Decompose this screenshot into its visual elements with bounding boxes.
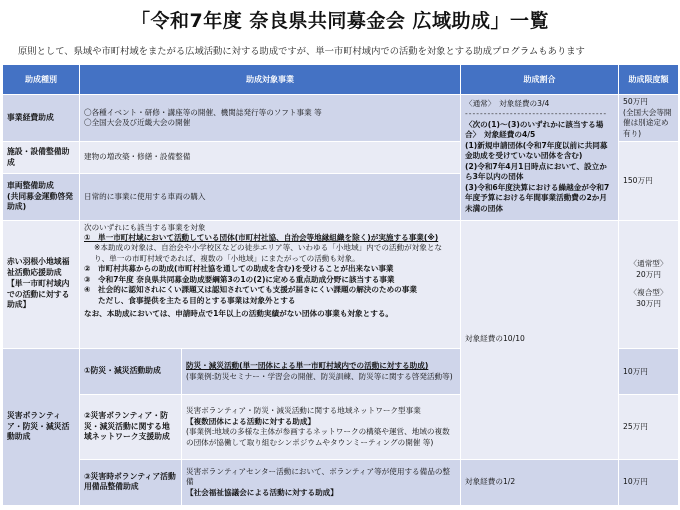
target-facility: 建物の増改築・修繕・設備整備 — [80, 142, 461, 174]
limit-event: 50万円 (全国大会等開催は別途定め有り) — [619, 95, 679, 142]
rate-special: 〈次の(1)～(3)のいずれかに該当する場合〉 対象経費の4/5 — [465, 119, 604, 140]
limit-disaster-prevention: 10万円 — [619, 349, 679, 395]
disaster-network-text-3: (事業例:地域の多様な主体が参画するネットワークの構築や運営、地域の複数の団体が協働して取り組むシンポジウムやタウンミーティングの開催 等) — [186, 427, 450, 447]
target-disaster-network — [182, 395, 461, 459]
target-vehicle: 日常的に事業に使用する車両の購入 — [80, 174, 461, 220]
small-area-line-5: ④ 社会的に認知されにくい課題又は認知されていても支援が届きにくい課題の解決のための事業 — [84, 285, 417, 295]
disaster-network-text-1: 災害ボランティア・防災・減災活動に関する地域ネットワーク型事業 — [186, 406, 421, 416]
page-title: 「令和7年度 奈良県共同募金会 広域助成」一覧 — [131, 10, 549, 32]
small-area-line-1-text: ① 単一市町村域において活動している団体(市町村社協、自治会等地縁組織を除く)が実施する事業(※) — [84, 232, 439, 242]
type-small-area — [3, 220, 80, 349]
target-event — [80, 95, 461, 142]
small-area-line-4: ③ 令和7年度 奈良県共同募金助成要綱第3の1の(2)に定める重点助成分野に該当する事業 — [84, 274, 395, 284]
small-area-line-2: ※本助成の対象は、自治会や小学校区などの徒歩エリア等、いわゆる「小地域」内での活動が対象となり、単一の市町村域であれば、複数の「小地域」にまたがっての活動も対象。 — [94, 243, 443, 263]
sub-disaster-network: ②災害ボランティア・防災・減災活動に関する地域ネットワーク支援助成 — [80, 395, 182, 459]
table-header-row — [3, 65, 679, 95]
small-area-line-7: なお、本助成においては、申請時点で1年以上の活動実績がない団体の事業も対象とする。 — [84, 309, 394, 319]
rate-normal: 〈通常〉 対象経費の3/4 — [465, 99, 550, 108]
rate-half: 対象経費の1/2 — [461, 459, 619, 505]
limit-disaster-equipment: 10万円 — [619, 459, 679, 505]
rate-condition-3: (3)令和6年度決算における繰越金が令和7年度予算における年間事業活動費の2か月未満の団体 — [465, 182, 610, 213]
limit-normal-type: 〈通常型〉 — [629, 259, 668, 269]
limit-disaster-network: 25万円 — [619, 395, 679, 459]
header-limit: 助成限度額 — [619, 65, 679, 95]
rate-standard — [461, 95, 619, 221]
limit-composite-type: 〈複合型〉 — [629, 288, 668, 298]
table-row — [3, 220, 679, 349]
rate-divider: -------------------------------------- — [465, 109, 608, 119]
target-event-line-1: 〇各種イベント・研修・講座等の開催、機関誌発行等のソフト事業 等 — [84, 107, 322, 117]
target-small-area — [80, 220, 461, 349]
rate-condition-2: (2)令和7年4月1日時点において、設立から3年以内の団体 — [465, 161, 607, 182]
disaster-equipment-text-2: 【社会福祉協議会による活動に対する助成】 — [186, 487, 338, 497]
table-row — [3, 459, 679, 505]
limit-facility-vehicle: 150万円 — [619, 142, 679, 220]
small-area-line-0: 次のいずれにも該当する事業を対象 — [84, 222, 206, 232]
header-target: 助成対象事業 — [80, 65, 461, 95]
limit-normal-amount: 20万円 — [636, 269, 661, 279]
sub-disaster-equipment: ③災害時ボランティア活動用備品整備助成 — [80, 459, 182, 505]
type-small-area-sub: 【単一市町村域内での活動に対する助成】 — [7, 278, 70, 310]
type-vehicle: 車両整備助成 (共同募金運動啓発助成) — [3, 174, 80, 220]
small-area-line-6: ただし、食事提供を主たる目的とする事業は対象外とする — [98, 295, 296, 305]
limit-small-area — [619, 220, 679, 349]
small-area-line-1 — [84, 233, 456, 243]
rate-condition-1: (1)新規申請団体(令和7年度以前に共同募金助成を受けていない団体を含む) — [465, 140, 608, 161]
disaster-prevention-text-1: 防災・減災活動(単一団体による単一市町村域内での活動に対する助成) — [186, 361, 429, 371]
limit-composite-amount: 30万円 — [636, 298, 661, 308]
type-facility: 施設・設備整備助成 — [3, 142, 80, 174]
small-area-line-3: ② 市町村共募からの助成(市町村社協を通しての助成を含む)を受けることが出来ない事業 — [84, 264, 394, 274]
type-small-area-label: 赤い羽根小地域福祉活動応援助成 — [7, 257, 70, 278]
target-disaster-equipment — [182, 459, 461, 505]
header-type: 助成種別 — [3, 65, 80, 95]
table-row — [3, 95, 679, 142]
rate-full: 対象経費の10/10 — [461, 220, 619, 459]
target-event-line-2: 〇全国大会及び近畿大会の開催 — [84, 118, 191, 128]
disaster-network-text-2: 【複数団体による活動に対する助成】 — [186, 416, 316, 426]
page-subtitle: 原則として、県域や市町村域をまたがる広域活動に対する助成ですが、単一市町村域内での活動を対象とする助成プログラムもあります — [18, 46, 585, 57]
disaster-equipment-text-1: 災害ボランティアセンター活動において、ボランティア等が使用する備品の整備 — [186, 466, 451, 487]
type-event: 事業経費助成 — [3, 95, 80, 142]
disaster-prevention-text-2: (事業例:防災セミナー・学習会の開催、防災訓練、防災等に関する啓発活動等) — [186, 371, 453, 381]
target-disaster-prevention — [182, 349, 461, 395]
sub-disaster-prevention: ①防災・減災活動助成 — [80, 349, 182, 395]
grant-table — [2, 64, 679, 506]
type-disaster: 災害ボランティア・防災・減災活動助成 — [3, 349, 80, 506]
header-rate: 助成割合 — [461, 65, 619, 95]
